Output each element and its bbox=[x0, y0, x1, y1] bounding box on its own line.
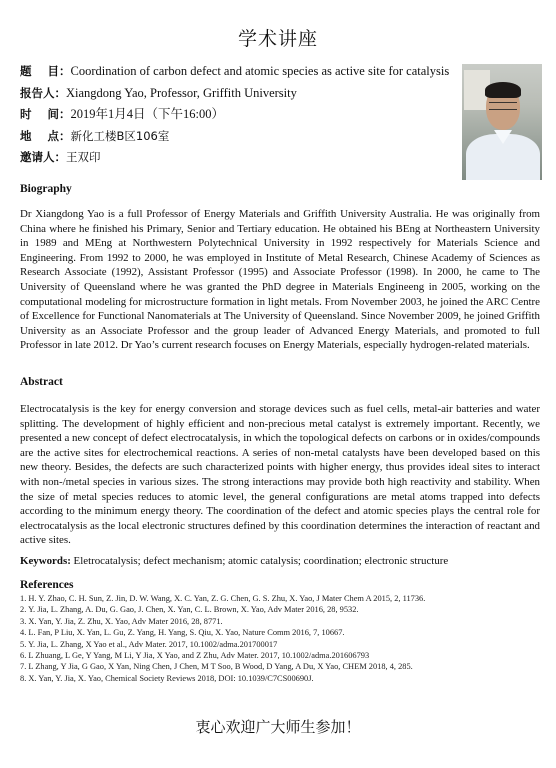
references-list bbox=[20, 593, 540, 684]
speaker-label: 报告人： bbox=[20, 85, 66, 100]
photo-glasses bbox=[489, 102, 517, 110]
reference-item: 2. Y. Jia, L. Zhang, A. Du, G. Gao, J. Chen, X. Yan, C. L. Brown, X. Yao, Adv Mater 2016, 28, 9532. bbox=[20, 605, 359, 615]
topic-value: Coordination of carbon defect and atomic species as active site for catalysis bbox=[70, 64, 450, 78]
references-heading: References bbox=[20, 579, 74, 591]
closing-invitation: 衷心欢迎广大师生参加！ bbox=[195, 718, 361, 736]
biography-heading: Biography bbox=[20, 183, 72, 195]
reference-item: 6. L Zhuang, L Ge, Y Yang, M Li, Y Jia, X Yao, and Z Zhu, Adv Mater. 2017, 10.1002/adma.201606793 bbox=[20, 651, 370, 661]
speaker-row bbox=[20, 83, 460, 105]
topic-label: 题 目： bbox=[20, 64, 71, 78]
time-row bbox=[20, 104, 460, 126]
reference-item: 7. L Zhang, Y Jia, G Gao, X Yan, Ning Chen, J Chen, M T Soo, B Wood, D Yang, A Du, X Yao, CHEM 2018, 4, 285. bbox=[20, 662, 413, 672]
reference-item: 5. Y. Jia, L. Zhang, X Yao et al., Adv Mater. 2017, 10.1002/adma.201700017 bbox=[20, 639, 278, 649]
keywords-label: Keywords: bbox=[20, 555, 71, 567]
biography-text bbox=[20, 207, 540, 353]
time-label: 时 间： bbox=[20, 107, 71, 121]
speaker-photo bbox=[462, 64, 542, 180]
lecture-info bbox=[20, 61, 460, 169]
poster-title: 学术讲座 bbox=[237, 28, 318, 50]
speaker-value: Xiangdong Yao, Professor, Griffith University bbox=[66, 85, 297, 100]
reference-item: 8. X. Yan, Y. Jia, X. Yao, Chemical Society Reviews 2018, DOI: 10.1039/C7CS00690J. bbox=[20, 673, 314, 683]
inviter-label: 邀请人： bbox=[20, 150, 66, 164]
biography-paragraph: Dr Xiangdong Yao is a full Professor of Energy Materials and Griffith University Australia. He was originally from China where he finished his Primary, Senior and Tertiary education. He obtained his BEng at Northeastern University in 1989 and MEng at Northwestern Polytechnical University in 1992 respectively for Materials Science and Engineering. From 1992 to 2000, he was employed in Institute of Metal Research, Chinese Academy of Sciences as Research Associate (1992), Assistant Professor (1995) and Associate Professor (1998). In 2000, he came to The University of Queensland where he was granted the PhD degree in Materials Engineeng in 2005, working on the computational modeling for microstructure formation in light metals. From November 2003, he joined the ARC Centre of Excellence for Functional Nanomaterials at The University of Queensland. Since November 2009, he joined Griffith University as an Associate Professor and the group leader of Advanced Energy Materials, and promoted to full Professor in late 2012. Dr Yao’s current research focuses on Energy Materials, especially hydrogen-related materials. bbox=[20, 208, 540, 352]
reference-item: 3. X. Yan, Y. Jia, Z. Zhu, X. Yao, Adv Mater 2016, 28, 8771. bbox=[20, 616, 223, 626]
time-value: 2019年1月4日（下午16:00） bbox=[70, 107, 224, 121]
place-value: 新化工楼B区106室 bbox=[70, 128, 170, 143]
abstract-heading: Abstract bbox=[20, 376, 63, 388]
place-label: 地 点： bbox=[20, 128, 71, 143]
abstract-text bbox=[20, 402, 540, 548]
keywords bbox=[20, 555, 540, 567]
place-row bbox=[20, 126, 460, 148]
topic-row bbox=[20, 61, 460, 83]
abstract-paragraph: Electrocatalysis is the key for energy conversion and storage devices such as fuel cells, metal-air batteries and water splitting. The development of highly efficient and non-precious metal catalyst is extremely important. Recently, we presented a new concept of defect electrocatalysis, in which the topological defects on carbons or in oxides/compounds are the active sites for electrochemical reactions. A series of non-metal catalysts have been developed based on this new theory. Besides, the defects are such characterized points with higher energy, thus provides ideal sites to interact with non-/metal species in various sizes. The strong interactions may provide both high reactivity and stability. When the size of metal species reduces to atomic level, the general configurations are metal atoms trapped into defects according to the minimum energy theory. The coordination of the defect and atomic species plays the central role for electrocatalysis as the local electronic structures defined by this coordination determines the interaction of reactant and active sites. bbox=[20, 403, 540, 547]
photo-hair bbox=[485, 82, 521, 98]
reference-item: 4. L. Fan, P Liu, X. Yan, L. Gu, Z. Yang, H. Yang, S. Qiu, X. Yao, Nature Comm 2016, 7, 10667. bbox=[20, 628, 345, 638]
inviter-row bbox=[20, 147, 460, 169]
keywords-text: Eletrocatalysis; defect mechanism; atomic catalysis; coordination; electronic structure bbox=[70, 555, 449, 567]
inviter-value: 王双印 bbox=[66, 150, 101, 164]
reference-item: 1. H. Y. Zhao, C. H. Sun, Z. Jin, D. W. Wang, X. C. Yan, Z. G. Chen, G. S. Zhu, X. Yao, J Mater Chem A 2015, 2, 11736. bbox=[20, 594, 426, 603]
